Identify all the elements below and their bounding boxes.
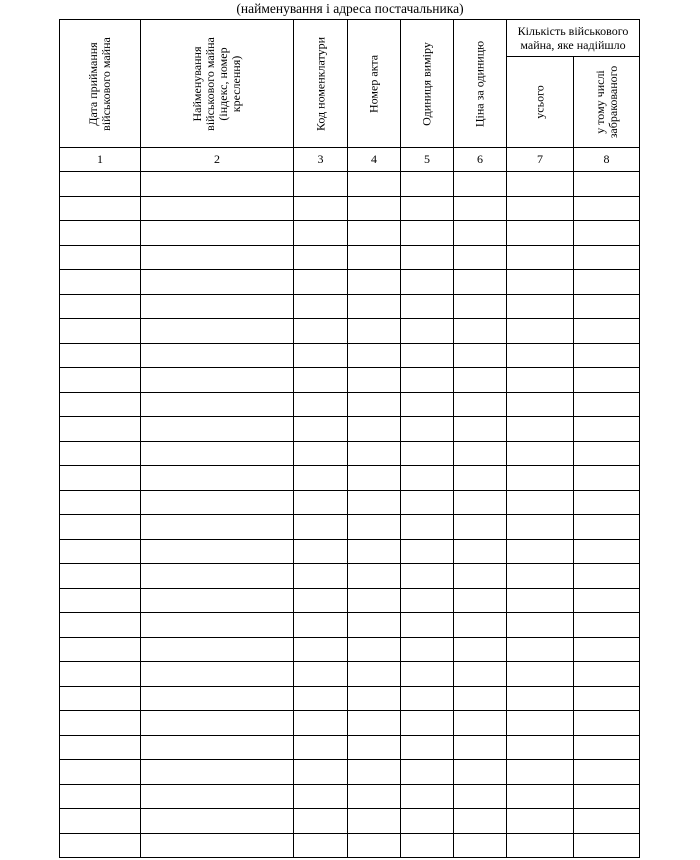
col-number: 7 [507,148,574,172]
table-row [60,613,640,638]
entry-cell[interactable] [348,368,401,393]
entry-cell[interactable] [141,588,294,613]
entry-cell[interactable] [401,637,454,662]
entry-cell[interactable] [454,588,507,613]
entry-cell[interactable] [507,564,574,589]
entry-cell[interactable] [454,441,507,466]
entry-cell[interactable] [348,515,401,540]
entry-cell[interactable] [507,466,574,491]
entry-cell[interactable] [294,172,348,197]
table-row [60,490,640,515]
table-row [60,343,640,368]
col-number: 3 [294,148,348,172]
entry-cell[interactable] [401,711,454,736]
entry-cell[interactable] [454,809,507,834]
entry-cell[interactable] [294,613,348,638]
entry-cell[interactable] [401,270,454,295]
col-header-act-number: Номер акта [348,20,401,148]
entry-cell[interactable] [348,613,401,638]
entry-cell[interactable] [401,172,454,197]
entry-cell[interactable] [60,833,141,858]
entry-cell[interactable] [141,564,294,589]
entry-cell[interactable] [454,662,507,687]
entry-cell[interactable] [348,662,401,687]
receipt-ledger [59,19,640,858]
entry-cell[interactable] [348,711,401,736]
entry-cell[interactable] [348,735,401,760]
entry-cell[interactable] [60,417,141,442]
entry-cell[interactable] [60,466,141,491]
entry-cell[interactable] [574,441,640,466]
entry-cell[interactable] [294,711,348,736]
table-row [60,294,640,319]
entry-cell[interactable] [294,294,348,319]
entry-cell[interactable] [60,784,141,809]
entry-cell[interactable] [454,343,507,368]
table-row [60,686,640,711]
entry-cell[interactable] [507,221,574,246]
entry-cell[interactable] [141,490,294,515]
entry-cell[interactable] [401,343,454,368]
entry-cell[interactable] [141,515,294,540]
col-number: 2 [141,148,294,172]
entry-cell[interactable] [141,735,294,760]
entry-cell[interactable] [60,392,141,417]
entry-cell[interactable] [60,368,141,393]
entry-cell[interactable] [574,466,640,491]
entry-cell[interactable] [294,196,348,221]
entry-cell[interactable] [401,564,454,589]
entry-cell[interactable] [507,392,574,417]
entry-cell[interactable] [294,588,348,613]
entry-cell[interactable] [294,539,348,564]
entry-cell[interactable] [507,270,574,295]
col-header-quantity-group: Кількість військового майна, яке надійшло [507,20,640,57]
entry-cell[interactable] [507,539,574,564]
entry-cell[interactable] [348,588,401,613]
entry-cell[interactable] [507,686,574,711]
entry-cell[interactable] [348,784,401,809]
entry-cell[interactable] [348,245,401,270]
entry-cell[interactable] [348,833,401,858]
entry-cell[interactable] [141,833,294,858]
table-row [60,221,640,246]
table-row [60,662,640,687]
entry-cell[interactable] [507,784,574,809]
entry-cell[interactable] [60,637,141,662]
entry-cell[interactable] [401,784,454,809]
entry-cell[interactable] [401,245,454,270]
entry-cell[interactable] [454,294,507,319]
table-row [60,245,640,270]
col-number: 5 [401,148,454,172]
entry-cell[interactable] [60,196,141,221]
entry-cell[interactable] [574,392,640,417]
entry-cell[interactable] [454,245,507,270]
entry-cell[interactable] [574,270,640,295]
entry-cell[interactable] [348,686,401,711]
col-header-item-name: Найменування військового майна (індекс, номер креслення) [141,20,294,148]
entry-cell[interactable] [294,686,348,711]
entry-cell[interactable] [60,172,141,197]
entry-cell[interactable] [507,735,574,760]
entry-cell[interactable] [294,343,348,368]
entry-cell[interactable] [574,760,640,785]
entry-cell[interactable] [141,466,294,491]
table-row [60,637,640,662]
entry-cell[interactable] [294,515,348,540]
entry-cell[interactable] [454,515,507,540]
entry-cell[interactable] [454,466,507,491]
entry-cell[interactable] [60,613,141,638]
entry-cell[interactable] [60,662,141,687]
entry-cell[interactable] [454,735,507,760]
entry-cell[interactable] [401,735,454,760]
table-row [60,711,640,736]
entry-cell[interactable] [574,686,640,711]
entry-cell[interactable] [60,294,141,319]
entry-cell[interactable] [507,760,574,785]
entry-cell[interactable] [141,392,294,417]
entry-cell[interactable] [454,711,507,736]
entry-cell[interactable] [294,466,348,491]
entry-cell[interactable] [401,196,454,221]
entry-cell[interactable] [401,686,454,711]
entry-cell[interactable] [574,417,640,442]
table-row [60,784,640,809]
entry-cell[interactable] [141,686,294,711]
entry-cell[interactable] [401,833,454,858]
table-row [60,196,640,221]
col-header-rejected: у тому числі забракованого [574,57,640,148]
entry-cell[interactable] [507,172,574,197]
entry-cell[interactable] [574,196,640,221]
entry-cell[interactable] [348,343,401,368]
entry-cell[interactable] [574,588,640,613]
entry-cell[interactable] [401,392,454,417]
entry-cell[interactable] [141,760,294,785]
entry-cell[interactable] [60,809,141,834]
entry-cell[interactable] [454,417,507,442]
table-row [60,417,640,442]
entry-cell[interactable] [574,343,640,368]
entry-cell[interactable] [60,686,141,711]
entry-cell[interactable] [348,172,401,197]
entry-cell[interactable] [294,270,348,295]
entry-cell[interactable] [401,417,454,442]
entry-cell[interactable] [507,490,574,515]
entry-cell[interactable] [507,319,574,344]
entry-cell[interactable] [574,221,640,246]
entry-cell[interactable] [348,417,401,442]
entry-cell[interactable] [141,711,294,736]
entry-cell[interactable] [574,294,640,319]
entry-cell[interactable] [574,490,640,515]
table-row [60,588,640,613]
column-number-row [60,148,640,172]
entry-cell[interactable] [348,221,401,246]
entry-cell[interactable] [507,809,574,834]
entry-cell[interactable] [141,221,294,246]
entry-cell[interactable] [141,637,294,662]
table-row [60,735,640,760]
entry-cell[interactable] [294,760,348,785]
entry-cell[interactable] [294,441,348,466]
entry-cell[interactable] [141,196,294,221]
entry-cell[interactable] [507,833,574,858]
entry-cell[interactable] [454,613,507,638]
entry-cell[interactable] [574,564,640,589]
entry-cell[interactable] [507,368,574,393]
entry-cell[interactable] [141,784,294,809]
table-row [60,760,640,785]
entry-cell[interactable] [507,417,574,442]
col-header-total: усього [507,57,574,148]
col-header-unit-price: Ціна за одиницю [454,20,507,148]
entry-cell[interactable] [348,564,401,589]
entry-cell[interactable] [60,490,141,515]
table-row [60,270,640,295]
entry-cell[interactable] [454,686,507,711]
entry-cell[interactable] [454,833,507,858]
table-row [60,833,640,858]
entry-cell[interactable] [574,245,640,270]
entry-cell[interactable] [507,343,574,368]
entry-cell[interactable] [141,809,294,834]
entry-cell[interactable] [454,539,507,564]
entry-cell[interactable] [294,564,348,589]
entry-cell[interactable] [141,368,294,393]
entry-cell[interactable] [348,441,401,466]
entry-cell[interactable] [348,490,401,515]
entry-cell[interactable] [60,270,141,295]
entry-cell[interactable] [454,172,507,197]
entry-cell[interactable] [141,613,294,638]
entry-cell[interactable] [60,564,141,589]
entry-cell[interactable] [60,711,141,736]
entry-cell[interactable] [401,221,454,246]
entry-cell[interactable] [574,833,640,858]
table-row [60,172,640,197]
supplier-caption: (найменування і адреса постачальника) [236,1,464,16]
entry-cell[interactable] [60,245,141,270]
entry-cell[interactable] [401,613,454,638]
entry-cell[interactable] [60,539,141,564]
entry-cell[interactable] [574,515,640,540]
col-header-nomenclature-code: Код номенклатури [294,20,348,148]
entry-cell[interactable] [401,588,454,613]
entry-cell[interactable] [141,417,294,442]
entry-cell[interactable] [294,662,348,687]
entry-cell[interactable] [574,637,640,662]
entry-cell[interactable] [294,809,348,834]
entry-cell[interactable] [507,515,574,540]
header-row [60,20,640,57]
entry-cell[interactable] [401,368,454,393]
entry-cell[interactable] [507,662,574,687]
col-header-unit: Одиниця виміру [401,20,454,148]
entry-cell[interactable] [454,319,507,344]
entry-cell[interactable] [294,245,348,270]
entry-cell[interactable] [454,392,507,417]
entry-cell[interactable] [507,613,574,638]
entry-cell[interactable] [294,221,348,246]
table-row [60,515,640,540]
ledger-table [59,19,640,858]
entry-cell[interactable] [454,270,507,295]
entry-cell[interactable] [141,294,294,319]
entry-cell[interactable] [348,319,401,344]
entry-cell[interactable] [60,760,141,785]
entry-cell[interactable] [60,515,141,540]
entry-cell[interactable] [401,662,454,687]
entry-cell[interactable] [574,662,640,687]
entry-cell[interactable] [454,784,507,809]
entry-cell[interactable] [294,784,348,809]
entry-cell[interactable] [348,196,401,221]
entry-cell[interactable] [401,539,454,564]
entry-cell[interactable] [294,319,348,344]
entry-cell[interactable] [141,172,294,197]
entry-cell[interactable] [294,392,348,417]
entry-cell[interactable] [454,490,507,515]
entry-cell[interactable] [348,294,401,319]
entry-cell[interactable] [294,735,348,760]
entry-cell[interactable] [60,221,141,246]
table-row [60,441,640,466]
col-number: 6 [454,148,507,172]
entry-cell[interactable] [141,441,294,466]
entry-cell[interactable] [141,662,294,687]
entry-cell[interactable] [348,392,401,417]
entry-cell[interactable] [574,172,640,197]
entry-cell[interactable] [454,221,507,246]
entry-cell[interactable] [294,368,348,393]
entry-cell[interactable] [574,711,640,736]
entry-cell[interactable] [348,270,401,295]
entry-cell[interactable] [507,711,574,736]
entry-cell[interactable] [454,637,507,662]
table-row [60,466,640,491]
table-row [60,368,640,393]
entry-cell[interactable] [141,343,294,368]
entry-cell[interactable] [574,809,640,834]
table-row [60,392,640,417]
table-row [60,319,640,344]
entry-cell[interactable] [574,613,640,638]
entry-cell[interactable] [141,270,294,295]
entry-cell[interactable] [574,539,640,564]
entry-cell[interactable] [507,441,574,466]
entry-cell[interactable] [507,245,574,270]
entry-cell[interactable] [348,760,401,785]
entry-cell[interactable] [141,245,294,270]
entry-cell[interactable] [507,294,574,319]
entry-cell[interactable] [401,294,454,319]
entry-cell[interactable] [294,417,348,442]
entry-cell[interactable] [141,539,294,564]
entry-cell[interactable] [507,637,574,662]
entry-cell[interactable] [294,637,348,662]
entry-cell[interactable] [454,760,507,785]
col-number: 4 [348,148,401,172]
entry-cell[interactable] [348,466,401,491]
entry-cell[interactable] [401,441,454,466]
col-number: 8 [574,148,640,172]
entry-cell[interactable] [141,319,294,344]
table-row [60,564,640,589]
entry-cell[interactable] [401,319,454,344]
entry-cell[interactable] [348,637,401,662]
col-number: 1 [60,148,141,172]
entry-cell[interactable] [294,833,348,858]
entry-cell[interactable] [574,368,640,393]
entry-cell[interactable] [454,368,507,393]
entry-cell[interactable] [60,319,141,344]
entry-cell[interactable] [60,343,141,368]
entry-cell[interactable] [401,809,454,834]
entry-cell[interactable] [401,466,454,491]
entry-cell[interactable] [60,441,141,466]
entry-cell[interactable] [507,196,574,221]
entry-cell[interactable] [401,760,454,785]
entry-cell[interactable] [294,490,348,515]
col-header-date: Дата приймання військового майна [60,20,141,148]
table-row [60,539,640,564]
entry-cell[interactable] [401,515,454,540]
entry-cell[interactable] [574,735,640,760]
entry-cell[interactable] [401,490,454,515]
entry-cell[interactable] [574,784,640,809]
entry-cell[interactable] [574,319,640,344]
table-row [60,809,640,834]
entry-cell[interactable] [60,735,141,760]
entry-cell[interactable] [348,809,401,834]
entry-cell[interactable] [454,564,507,589]
entry-cell[interactable] [507,588,574,613]
entry-cell[interactable] [60,588,141,613]
entry-cell[interactable] [348,539,401,564]
entry-cell[interactable] [454,196,507,221]
